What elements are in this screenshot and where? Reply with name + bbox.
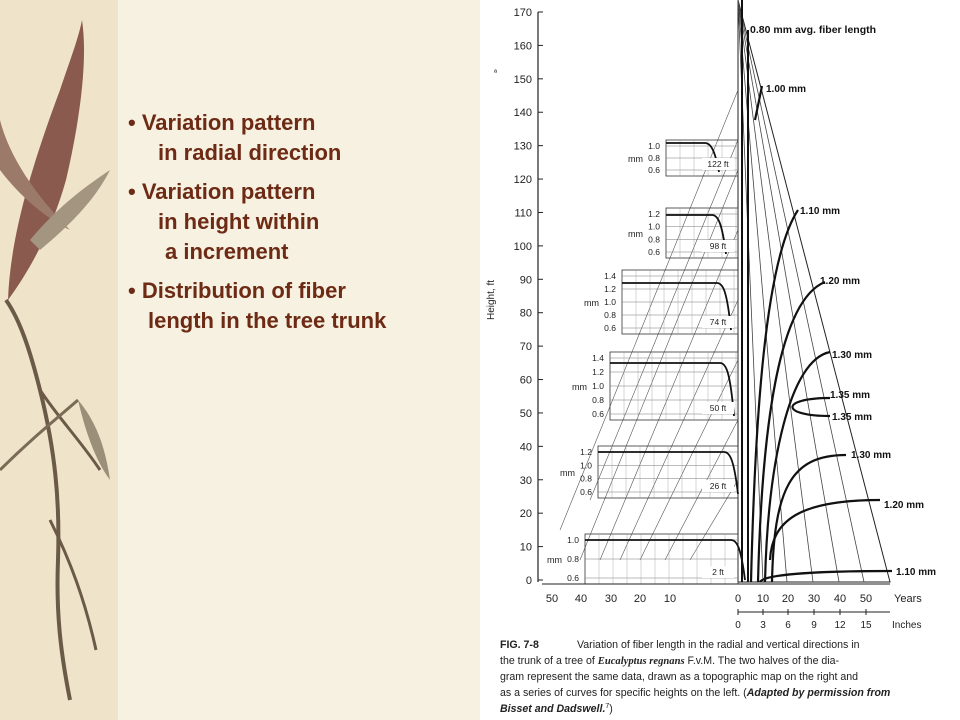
panel-tick-label: 0.8 [648, 153, 660, 163]
x-tick-label: 50 [545, 593, 559, 605]
y-axis-label: Height, ft [486, 279, 497, 321]
x-axis-unit: Years [894, 593, 922, 605]
y-tick-label: 20 [519, 508, 532, 521]
y-tick-label: 60 [519, 374, 532, 387]
panel-tick-label: 1.0 [648, 221, 660, 232]
caption-line: Variation of fiber length in the radial and vertical directions in [577, 639, 860, 651]
panel-unit-label: mm [572, 382, 587, 392]
bullet-text: in height within [158, 209, 320, 234]
inch-tick-label: 15 [860, 620, 872, 631]
panel-tick-label: 1.0 [580, 460, 592, 471]
panel-tick-label: 1.2 [580, 447, 592, 457]
caption-fig-number: FIG. 7-8 [500, 639, 539, 651]
inch-tick-label: 12 [834, 620, 846, 631]
x-tick-label: 30 [807, 593, 821, 605]
height-panel [628, 208, 738, 258]
y-tick-label: 90 [519, 274, 532, 287]
y-tick-label: 140 [513, 107, 532, 120]
inch-tick-label: 0 [735, 620, 741, 631]
panel-unit-label: mm [628, 229, 643, 239]
panel-tick-label: 1.2 [648, 209, 660, 219]
contour-label: 1.10 mm [800, 206, 841, 217]
bullet-distribution [128, 276, 468, 336]
y-tick-label: 80 [519, 307, 532, 320]
panel-tick-label: 0.6 [604, 323, 616, 333]
panel-tick-label: 1.0 [604, 297, 616, 307]
panel-tick-label: 1.4 [592, 353, 604, 363]
y-tick-label: 100 [513, 240, 532, 253]
x-tick-label: 0 [734, 593, 742, 605]
panel-tick-label: 1.2 [604, 284, 616, 294]
caption-line: as a series of curves for specific heights on the left. (Adapted by permission from [500, 687, 891, 699]
panel-tick-label: 1.0 [567, 535, 579, 545]
bullet-text: • Variation pattern [128, 110, 316, 135]
y-tick-label: 10 [519, 541, 532, 554]
panel-tick-label: 1.0 [648, 141, 660, 151]
contour-label-group [766, 84, 936, 578]
x-tick-label: 20 [781, 593, 795, 605]
bullet-text: • Variation pattern [128, 179, 316, 204]
panel-tick-label: 0.8 [604, 310, 616, 320]
panel-height-label: 26 ft [709, 481, 727, 491]
y-tick-label: 150 [513, 73, 532, 86]
caption-line: Bisset and Dadswell.$^7$) [500, 703, 613, 715]
margin-mark: ª [494, 68, 497, 77]
contour-label: 1.20 mm [820, 276, 861, 287]
panel-tick-label: 0.6 [580, 487, 592, 497]
caption-line: gram represent the same data, drawn as a topographic map on the right and [500, 671, 859, 683]
bullet-text: a increment [165, 239, 289, 264]
figure-diagram [480, 0, 960, 720]
panel-tick-label: 0.8 [592, 395, 604, 405]
y-tick-label: 170 [513, 7, 532, 19]
height-panel [560, 446, 738, 498]
panel-unit-label: mm [584, 298, 599, 308]
panel-tick-label: 1.0 [592, 381, 604, 391]
x-tick-label: 20 [633, 593, 647, 605]
contour-label: 1.20 mm [884, 500, 925, 511]
bullet-height [128, 177, 468, 267]
y-tick-label: 110 [514, 207, 532, 220]
leaf-decoration-strip [0, 0, 118, 720]
panel-unit-label: mm [547, 555, 562, 565]
panel-tick-label: 0.6 [648, 165, 660, 175]
x-tick-label: 50 [859, 593, 873, 605]
x-tick-label: 40 [833, 593, 847, 605]
panel-tick-label: 0.8 [567, 554, 579, 564]
caption-line: the trunk of a tree of Eucalyptus regnans F.v.M. The two halves of the dia- [500, 655, 840, 667]
x-tick-group [546, 593, 872, 605]
bullet-list [128, 108, 468, 345]
panel-tick-label: 0.8 [648, 234, 660, 245]
y-tick-label: 130 [513, 140, 532, 153]
bullet-radial [128, 108, 468, 168]
fiber-length-figure [480, 0, 960, 720]
y-tick-label: 50 [519, 407, 532, 420]
panel-tick-label: 1.4 [604, 271, 616, 281]
x-tick-label: 30 [604, 593, 618, 605]
y-tick-label: 120 [513, 174, 532, 187]
y-tick-label: 30 [519, 474, 532, 487]
height-panel [628, 140, 738, 176]
panel-tick-label: 0.6 [648, 247, 660, 257]
bullet-text: length in the tree trunk [148, 308, 387, 333]
contour-label: 1.30 mm [851, 450, 892, 461]
contour-label: 1.10 mm [896, 567, 937, 578]
y-tick-label: 160 [513, 40, 532, 53]
panel-height-label: 74 ft [709, 317, 727, 327]
height-panel [547, 534, 745, 584]
inch-tick-label: 6 [785, 620, 791, 631]
inch-axis-unit: Inches [892, 620, 922, 631]
x-tick-label: 40 [574, 593, 588, 605]
panel-height-label: 122 ft [707, 159, 729, 169]
inch-tick-label: 3 [760, 620, 766, 631]
eucalyptus-leaf-icon [0, 0, 118, 720]
panel-height-label: 98 ft [709, 241, 727, 251]
x-tick-label: 10 [756, 593, 770, 605]
y-tick-label: 40 [519, 441, 532, 454]
contour-label: 1.00 mm [766, 84, 807, 95]
figure-caption [500, 639, 890, 715]
panel-tick-label: 0.6 [592, 409, 604, 419]
bullet-text: • Distribution of fiber [128, 278, 346, 303]
panel-height-label: 50 ft [709, 403, 727, 413]
panel-unit-label: mm [628, 154, 643, 164]
y-tick-label: 70 [519, 341, 532, 354]
panel-unit-label: mm [560, 468, 575, 478]
x-tick-label: 10 [663, 593, 677, 605]
top-contour-label: 0.80 mm avg. fiber length [750, 24, 877, 36]
contour-label: 1.35 mm [830, 390, 871, 401]
y-tick-label: 0 [525, 575, 532, 587]
panel-height-label: 2 ft [712, 567, 724, 577]
contour-label: 1.35 mm [832, 412, 873, 423]
panel-tick-label: 1.2 [592, 367, 604, 377]
bullet-text: in radial direction [158, 140, 342, 165]
panel-tick-label: 0.8 [580, 473, 592, 484]
panel-tick-label: 0.6 [567, 573, 579, 583]
height-panel [572, 352, 738, 420]
inch-tick-label: 9 [811, 620, 817, 631]
contour-label: 1.30 mm [832, 350, 873, 361]
